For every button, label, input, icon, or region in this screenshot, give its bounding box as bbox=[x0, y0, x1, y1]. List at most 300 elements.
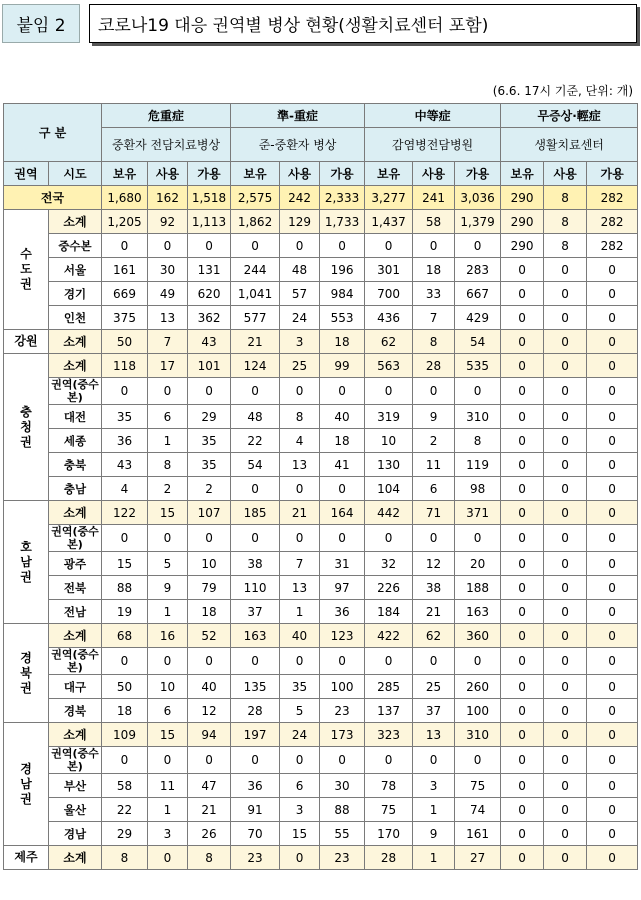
city-label bbox=[49, 699, 102, 723]
value-cell: 0 bbox=[501, 747, 544, 774]
value-cell: 2 bbox=[188, 477, 231, 501]
value-cell: 0 bbox=[544, 552, 587, 576]
value-cell: 4 bbox=[280, 429, 320, 453]
city-label bbox=[49, 501, 102, 525]
value-cell: 99 bbox=[320, 354, 365, 378]
city-label bbox=[49, 378, 102, 405]
value-cell: 310 bbox=[455, 723, 501, 747]
value-cell: 0 bbox=[501, 624, 544, 648]
value-cell: 25 bbox=[413, 675, 455, 699]
value-cell: 23 bbox=[231, 846, 280, 870]
value-cell: 0 bbox=[501, 723, 544, 747]
value-cell: 94 bbox=[188, 723, 231, 747]
value-cell: 0 bbox=[280, 846, 320, 870]
value-cell: 301 bbox=[365, 258, 413, 282]
value-cell: 48 bbox=[231, 405, 280, 429]
value-cell: 0 bbox=[280, 525, 320, 552]
value-cell: 0 bbox=[455, 747, 501, 774]
value-cell: 0 bbox=[501, 576, 544, 600]
value-cell: 0 bbox=[587, 525, 638, 552]
value-cell: 0 bbox=[501, 822, 544, 846]
value-cell: 0 bbox=[455, 525, 501, 552]
value-cell: 0 bbox=[148, 846, 188, 870]
city-name: 경남 bbox=[63, 826, 87, 841]
value-cell: 4 bbox=[102, 477, 148, 501]
value-cell: 28 bbox=[365, 846, 413, 870]
value-cell: 0 bbox=[501, 405, 544, 429]
value-cell: 5 bbox=[280, 699, 320, 723]
city-name: 소계 bbox=[63, 506, 87, 520]
value-cell: 442 bbox=[365, 501, 413, 525]
city-label bbox=[49, 477, 102, 501]
city-label bbox=[49, 675, 102, 699]
value-cell: 54 bbox=[231, 453, 280, 477]
value-cell: 0 bbox=[102, 525, 148, 552]
value-cell: 19 bbox=[102, 600, 148, 624]
value-cell: 0 bbox=[148, 378, 188, 405]
value-cell: 0 bbox=[587, 846, 638, 870]
value-cell: 43 bbox=[102, 453, 148, 477]
value-cell: 74 bbox=[455, 798, 501, 822]
city-name: 울산 bbox=[63, 802, 87, 817]
city-label bbox=[49, 747, 102, 774]
value-cell: 0 bbox=[587, 699, 638, 723]
value-cell: 0 bbox=[587, 648, 638, 675]
city-label bbox=[49, 600, 102, 624]
value-cell: 0 bbox=[544, 477, 587, 501]
value-cell: 6 bbox=[280, 774, 320, 798]
value-cell: 31 bbox=[320, 552, 365, 576]
value-cell: 15 bbox=[102, 552, 148, 576]
unit-note: (6.6. 17시 기준, 단위: 개) bbox=[492, 84, 633, 98]
city-name: 인천 bbox=[63, 310, 87, 325]
value-cell: 0 bbox=[188, 525, 231, 552]
value-cell: 109 bbox=[102, 723, 148, 747]
value-cell: 1,680 bbox=[102, 186, 148, 210]
table-row bbox=[4, 306, 638, 330]
value-cell: 3,036 bbox=[455, 186, 501, 210]
attachment-badge: 붙임 2 bbox=[2, 4, 80, 43]
region-label bbox=[4, 501, 49, 624]
table-row bbox=[4, 330, 638, 354]
value-cell: 8 bbox=[280, 405, 320, 429]
value-cell: 123 bbox=[320, 624, 365, 648]
value-cell: 429 bbox=[455, 306, 501, 330]
value-cell: 282 bbox=[587, 210, 638, 234]
use-col-header: 사용 bbox=[280, 162, 320, 186]
value-cell: 7 bbox=[148, 330, 188, 354]
value-cell: 563 bbox=[365, 354, 413, 378]
value-cell: 18 bbox=[188, 600, 231, 624]
value-cell: 0 bbox=[544, 330, 587, 354]
value-cell: 8 bbox=[455, 429, 501, 453]
value-cell: 0 bbox=[544, 600, 587, 624]
value-cell: 0 bbox=[320, 747, 365, 774]
value-cell: 35 bbox=[280, 675, 320, 699]
city-name: 광주 bbox=[63, 556, 87, 571]
table-row bbox=[4, 501, 638, 525]
city-name: 중수본 bbox=[58, 238, 92, 253]
category-header: 中等症 bbox=[365, 104, 501, 128]
table-row bbox=[4, 699, 638, 723]
value-cell: 35 bbox=[102, 405, 148, 429]
value-cell: 40 bbox=[188, 675, 231, 699]
bed-status-table bbox=[3, 103, 638, 870]
value-cell: 0 bbox=[544, 846, 587, 870]
value-cell: 0 bbox=[501, 774, 544, 798]
region-label bbox=[4, 624, 49, 723]
value-cell: 40 bbox=[280, 624, 320, 648]
value-cell: 0 bbox=[587, 798, 638, 822]
value-cell: 8 bbox=[148, 453, 188, 477]
value-cell: 0 bbox=[501, 477, 544, 501]
value-cell: 91 bbox=[231, 798, 280, 822]
value-cell: 0 bbox=[102, 378, 148, 405]
value-cell: 8 bbox=[188, 846, 231, 870]
value-cell: 57 bbox=[280, 282, 320, 306]
value-cell: 283 bbox=[455, 258, 501, 282]
value-cell: 37 bbox=[231, 600, 280, 624]
value-cell: 7 bbox=[280, 552, 320, 576]
table-row bbox=[4, 210, 638, 234]
value-cell: 669 bbox=[102, 282, 148, 306]
value-cell: 0 bbox=[501, 429, 544, 453]
city-label bbox=[49, 234, 102, 258]
category-header: 準-重症 bbox=[231, 104, 365, 128]
table-row bbox=[4, 846, 638, 870]
value-cell: 71 bbox=[413, 501, 455, 525]
value-cell: 0 bbox=[587, 306, 638, 330]
value-cell: 0 bbox=[148, 525, 188, 552]
value-cell: 0 bbox=[587, 354, 638, 378]
value-cell: 78 bbox=[365, 774, 413, 798]
value-cell: 100 bbox=[455, 699, 501, 723]
value-cell: 161 bbox=[455, 822, 501, 846]
region-name: 호남권 bbox=[20, 539, 32, 584]
value-cell: 0 bbox=[587, 576, 638, 600]
city-name: 충남 bbox=[63, 481, 87, 496]
own-col-header: 보유 bbox=[365, 162, 413, 186]
value-cell: 0 bbox=[544, 774, 587, 798]
category-subheader: 감염병전담병원 bbox=[365, 128, 501, 162]
value-cell: 18 bbox=[320, 429, 365, 453]
value-cell: 0 bbox=[544, 675, 587, 699]
use-col-header: 사용 bbox=[148, 162, 188, 186]
value-cell: 124 bbox=[231, 354, 280, 378]
city-label bbox=[49, 330, 102, 354]
value-cell: 0 bbox=[544, 258, 587, 282]
city-name: 부산 bbox=[63, 778, 87, 793]
city-label bbox=[49, 576, 102, 600]
value-cell: 62 bbox=[413, 624, 455, 648]
value-cell: 1,518 bbox=[188, 186, 231, 210]
value-cell: 3 bbox=[280, 330, 320, 354]
value-cell: 104 bbox=[365, 477, 413, 501]
value-cell: 12 bbox=[413, 552, 455, 576]
region-name: 제주 bbox=[14, 850, 38, 864]
value-cell: 197 bbox=[231, 723, 280, 747]
value-cell: 21 bbox=[188, 798, 231, 822]
value-cell: 0 bbox=[231, 477, 280, 501]
city-label bbox=[49, 552, 102, 576]
value-cell: 0 bbox=[501, 798, 544, 822]
value-cell: 0 bbox=[413, 378, 455, 405]
city-label bbox=[49, 306, 102, 330]
region-label bbox=[4, 354, 49, 501]
value-cell: 0 bbox=[501, 648, 544, 675]
value-cell: 0 bbox=[544, 378, 587, 405]
city-name: 경기 bbox=[63, 286, 87, 301]
value-cell: 3 bbox=[148, 822, 188, 846]
value-cell: 0 bbox=[280, 477, 320, 501]
value-cell: 282 bbox=[587, 234, 638, 258]
value-cell: 62 bbox=[365, 330, 413, 354]
value-cell: 9 bbox=[413, 822, 455, 846]
table-row bbox=[4, 282, 638, 306]
value-cell: 50 bbox=[102, 675, 148, 699]
value-cell: 8 bbox=[413, 330, 455, 354]
value-cell: 68 bbox=[102, 624, 148, 648]
value-cell: 375 bbox=[102, 306, 148, 330]
value-cell: 1,205 bbox=[102, 210, 148, 234]
table-row bbox=[4, 429, 638, 453]
value-cell: 79 bbox=[188, 576, 231, 600]
value-cell: 36 bbox=[320, 600, 365, 624]
region-name: 경북권 bbox=[20, 650, 32, 695]
value-cell: 13 bbox=[413, 723, 455, 747]
value-cell: 22 bbox=[231, 429, 280, 453]
value-cell: 36 bbox=[102, 429, 148, 453]
document-title: 코로나19 대응 권역별 병상 현황(생활치료센터 포함) bbox=[89, 4, 637, 43]
value-cell: 0 bbox=[413, 525, 455, 552]
value-cell: 0 bbox=[455, 234, 501, 258]
city-name: 전남 bbox=[63, 604, 87, 619]
value-cell: 110 bbox=[231, 576, 280, 600]
value-cell: 7 bbox=[413, 306, 455, 330]
city-label bbox=[49, 774, 102, 798]
table-row bbox=[4, 747, 638, 774]
value-cell: 0 bbox=[587, 774, 638, 798]
value-cell: 75 bbox=[365, 798, 413, 822]
value-cell: 700 bbox=[365, 282, 413, 306]
table-row bbox=[4, 477, 638, 501]
value-cell: 371 bbox=[455, 501, 501, 525]
value-cell: 0 bbox=[231, 525, 280, 552]
region-label bbox=[4, 330, 49, 354]
table-row bbox=[4, 354, 638, 378]
value-cell: 0 bbox=[102, 648, 148, 675]
table-row bbox=[4, 822, 638, 846]
value-cell: 362 bbox=[188, 306, 231, 330]
value-cell: 0 bbox=[501, 501, 544, 525]
value-cell: 0 bbox=[231, 234, 280, 258]
value-cell: 0 bbox=[365, 747, 413, 774]
table-row bbox=[4, 723, 638, 747]
value-cell: 0 bbox=[501, 354, 544, 378]
value-cell: 0 bbox=[102, 234, 148, 258]
table-row bbox=[4, 600, 638, 624]
value-cell: 1 bbox=[280, 600, 320, 624]
value-cell: 0 bbox=[587, 453, 638, 477]
city-name: 소계 bbox=[63, 215, 87, 229]
value-cell: 185 bbox=[231, 501, 280, 525]
own-col-header: 보유 bbox=[231, 162, 280, 186]
value-cell: 3,277 bbox=[365, 186, 413, 210]
value-cell: 55 bbox=[320, 822, 365, 846]
value-cell: 241 bbox=[413, 186, 455, 210]
value-cell: 0 bbox=[587, 501, 638, 525]
value-cell: 26 bbox=[188, 822, 231, 846]
value-cell: 75 bbox=[455, 774, 501, 798]
region-label bbox=[4, 210, 49, 330]
value-cell: 2 bbox=[413, 429, 455, 453]
value-cell: 37 bbox=[413, 699, 455, 723]
category-header: 危重症 bbox=[102, 104, 231, 128]
value-cell: 0 bbox=[501, 675, 544, 699]
value-cell: 0 bbox=[544, 624, 587, 648]
value-cell: 0 bbox=[501, 258, 544, 282]
value-cell: 21 bbox=[231, 330, 280, 354]
value-cell: 10 bbox=[148, 675, 188, 699]
table-row bbox=[4, 675, 638, 699]
value-cell: 0 bbox=[544, 306, 587, 330]
city-name: 소계 bbox=[63, 359, 87, 373]
value-cell: 0 bbox=[365, 234, 413, 258]
value-cell: 58 bbox=[102, 774, 148, 798]
city-name: 권역(중수본) bbox=[51, 747, 99, 773]
value-cell: 163 bbox=[231, 624, 280, 648]
city-name: 경북 bbox=[63, 703, 87, 718]
value-cell: 58 bbox=[413, 210, 455, 234]
value-cell: 5 bbox=[148, 552, 188, 576]
value-cell: 21 bbox=[280, 501, 320, 525]
value-cell: 15 bbox=[280, 822, 320, 846]
value-cell: 0 bbox=[501, 552, 544, 576]
value-cell: 0 bbox=[587, 600, 638, 624]
value-cell: 260 bbox=[455, 675, 501, 699]
city-label bbox=[49, 210, 102, 234]
value-cell: 11 bbox=[148, 774, 188, 798]
value-cell: 18 bbox=[413, 258, 455, 282]
value-cell: 6 bbox=[148, 699, 188, 723]
city-name: 서울 bbox=[63, 262, 87, 277]
city-label bbox=[49, 723, 102, 747]
value-cell: 10 bbox=[365, 429, 413, 453]
table-row bbox=[4, 552, 638, 576]
value-cell: 41 bbox=[320, 453, 365, 477]
value-cell: 0 bbox=[501, 282, 544, 306]
value-cell: 290 bbox=[501, 210, 544, 234]
value-cell: 242 bbox=[280, 186, 320, 210]
value-cell: 27 bbox=[455, 846, 501, 870]
value-cell: 24 bbox=[280, 723, 320, 747]
city-label bbox=[49, 648, 102, 675]
value-cell: 161 bbox=[102, 258, 148, 282]
value-cell: 97 bbox=[320, 576, 365, 600]
city-label bbox=[49, 525, 102, 552]
value-cell: 0 bbox=[587, 723, 638, 747]
value-cell: 12 bbox=[188, 699, 231, 723]
city-label bbox=[49, 405, 102, 429]
value-cell: 1 bbox=[148, 600, 188, 624]
value-cell: 35 bbox=[188, 453, 231, 477]
value-cell: 0 bbox=[320, 477, 365, 501]
value-cell: 88 bbox=[102, 576, 148, 600]
value-cell: 422 bbox=[365, 624, 413, 648]
value-cell: 10 bbox=[188, 552, 231, 576]
value-cell: 0 bbox=[501, 699, 544, 723]
value-cell: 129 bbox=[280, 210, 320, 234]
value-cell: 0 bbox=[587, 405, 638, 429]
use-col-header: 사용 bbox=[413, 162, 455, 186]
value-cell: 162 bbox=[148, 186, 188, 210]
city-name: 권역(중수본) bbox=[51, 525, 99, 551]
table-row bbox=[4, 234, 638, 258]
own-col-header: 보유 bbox=[102, 162, 148, 186]
value-cell: 0 bbox=[544, 453, 587, 477]
value-cell: 0 bbox=[544, 501, 587, 525]
value-cell: 535 bbox=[455, 354, 501, 378]
value-cell: 0 bbox=[587, 258, 638, 282]
value-cell: 18 bbox=[102, 699, 148, 723]
value-cell: 0 bbox=[148, 234, 188, 258]
city-name: 전북 bbox=[63, 580, 87, 595]
value-cell: 17 bbox=[148, 354, 188, 378]
value-cell: 0 bbox=[501, 306, 544, 330]
value-cell: 36 bbox=[231, 774, 280, 798]
value-cell: 0 bbox=[148, 648, 188, 675]
value-cell: 1,862 bbox=[231, 210, 280, 234]
table-row bbox=[4, 648, 638, 675]
value-cell: 188 bbox=[455, 576, 501, 600]
region-name: 충청권 bbox=[20, 404, 32, 449]
value-cell: 1,041 bbox=[231, 282, 280, 306]
value-cell: 6 bbox=[413, 477, 455, 501]
value-cell: 30 bbox=[320, 774, 365, 798]
value-cell: 667 bbox=[455, 282, 501, 306]
value-cell: 0 bbox=[587, 624, 638, 648]
region-label bbox=[4, 846, 49, 870]
value-cell: 28 bbox=[231, 699, 280, 723]
value-cell: 0 bbox=[320, 525, 365, 552]
value-cell: 360 bbox=[455, 624, 501, 648]
value-cell: 436 bbox=[365, 306, 413, 330]
value-cell: 8 bbox=[544, 186, 587, 210]
region-name: 강원 bbox=[14, 334, 38, 348]
value-cell: 8 bbox=[544, 210, 587, 234]
value-cell: 0 bbox=[587, 330, 638, 354]
value-cell: 0 bbox=[365, 378, 413, 405]
value-cell: 0 bbox=[587, 378, 638, 405]
value-cell: 23 bbox=[320, 846, 365, 870]
city-name: 소계 bbox=[63, 335, 87, 349]
city-label bbox=[49, 846, 102, 870]
value-cell: 0 bbox=[501, 453, 544, 477]
value-cell: 0 bbox=[544, 822, 587, 846]
value-cell: 0 bbox=[544, 282, 587, 306]
value-cell: 163 bbox=[455, 600, 501, 624]
city-name: 소계 bbox=[63, 629, 87, 643]
value-cell: 984 bbox=[320, 282, 365, 306]
value-cell: 1,379 bbox=[455, 210, 501, 234]
value-cell: 70 bbox=[231, 822, 280, 846]
value-cell: 282 bbox=[587, 186, 638, 210]
value-cell: 323 bbox=[365, 723, 413, 747]
value-cell: 122 bbox=[102, 501, 148, 525]
value-cell: 38 bbox=[231, 552, 280, 576]
value-cell: 0 bbox=[544, 354, 587, 378]
value-cell: 0 bbox=[188, 234, 231, 258]
